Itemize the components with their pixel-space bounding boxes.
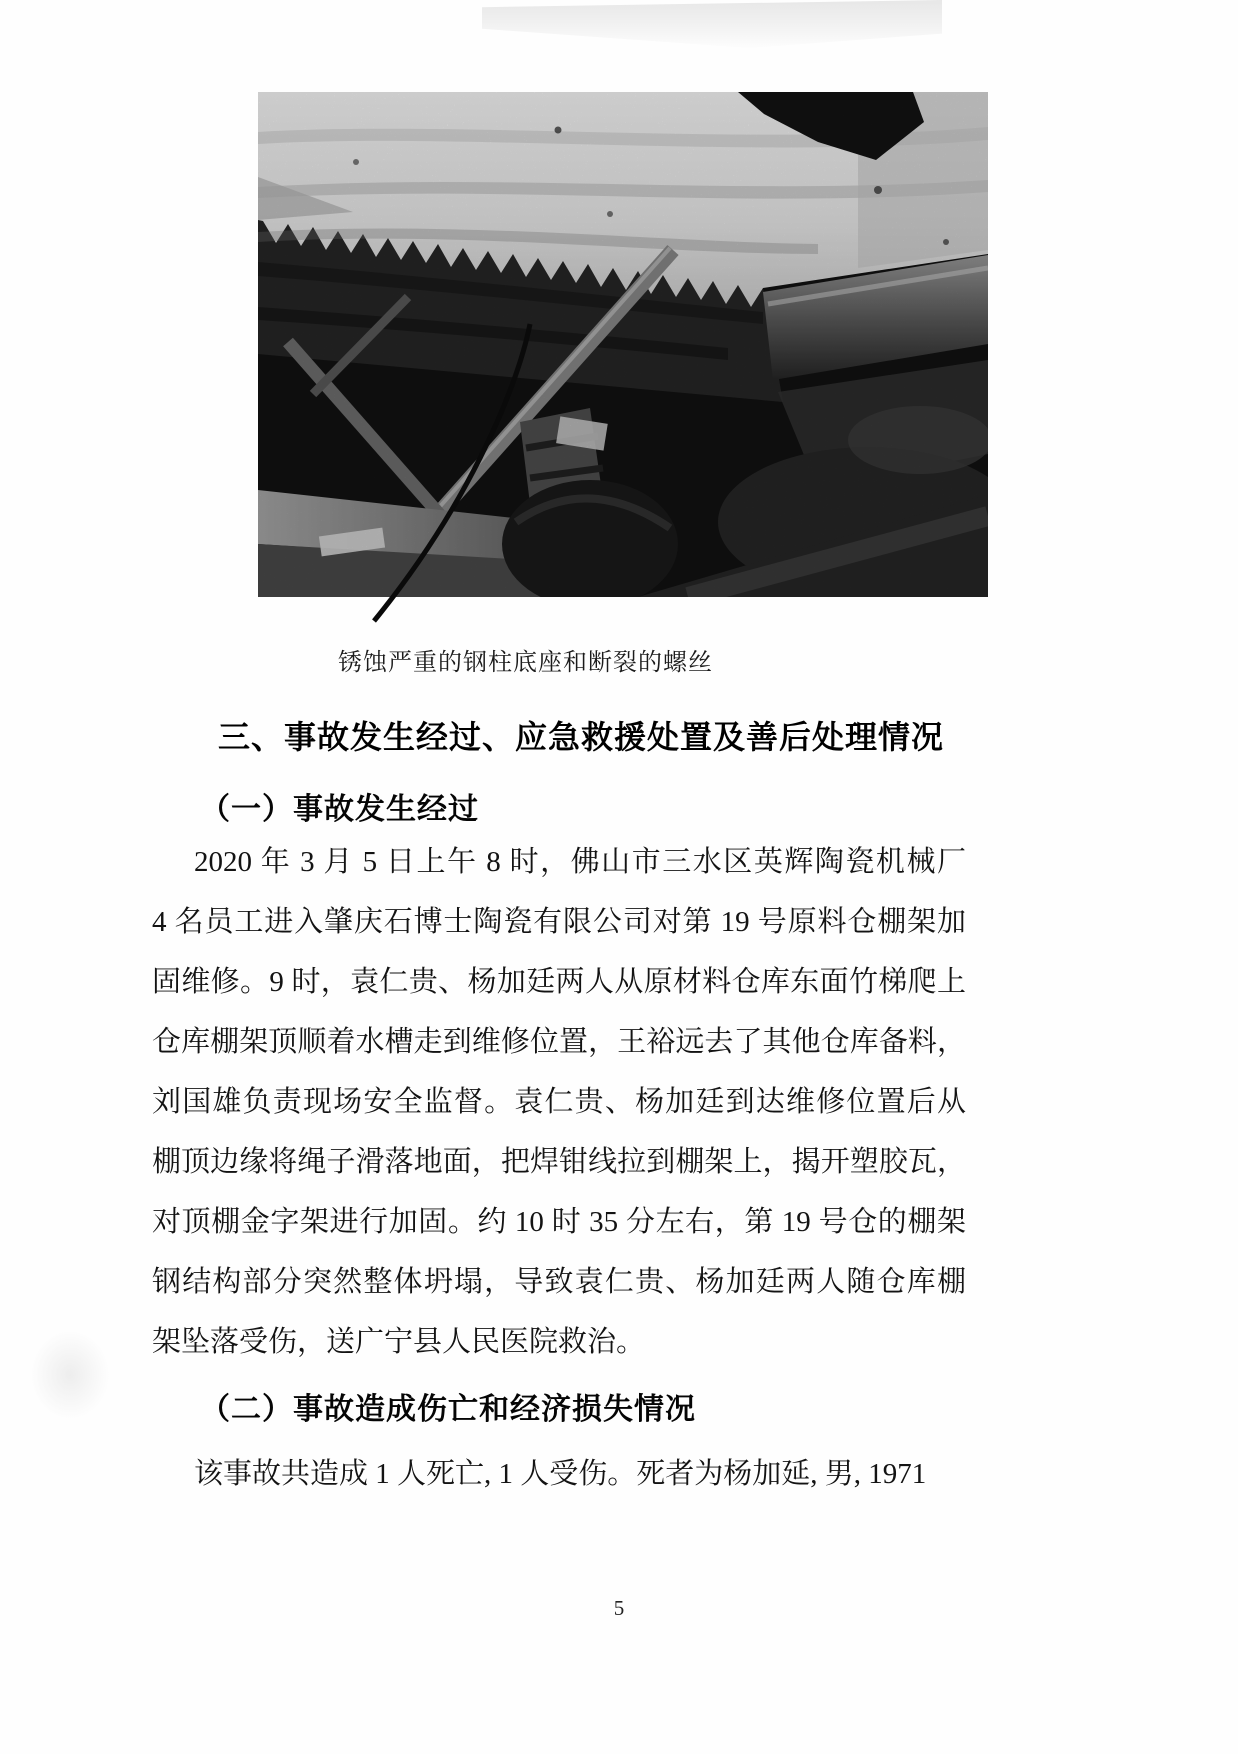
text-line: 棚顶边缘将绳子滑落地面，把焊钳线拉到棚架上，揭开塑胶瓦， <box>152 1146 966 1178</box>
scan-artifact-top <box>482 0 942 48</box>
paragraph-accident-course <box>152 832 966 1372</box>
text-line: 2020 年 3 月 5 日上午 8 时，佛山市三水区英辉陶瓷机械厂 <box>194 846 966 878</box>
text-line: 钢结构部分突然整体坍塌，导致袁仁贵、杨加廷两人随仓库棚 <box>152 1266 966 1298</box>
section-heading: 三、事故发生经过、应急救援处置及善后处理情况 <box>218 718 945 756</box>
text-line: 架坠落受伤，送广宁县人民医院救治。 <box>152 1326 646 1358</box>
photo-rusted-column-base <box>258 92 988 627</box>
scan-artifact-left <box>30 1330 110 1420</box>
subsection-2-title: （二）事故造成伤亡和经济损失情况 <box>200 1393 696 1426</box>
text-line: 该事故共造成 1 人死亡, 1 人受伤。死者为杨加延, 男, 1971 <box>194 1458 927 1490</box>
photo-caption: 锈蚀严重的钢柱底座和断裂的螺丝 <box>338 650 713 676</box>
page-number: 5 <box>613 1596 625 1620</box>
subsection-1-title: （一）事故发生经过 <box>200 793 479 826</box>
text-line: 4 名员工进入肇庆石博士陶瓷有限公司对第 19 号原料仓棚架加 <box>152 906 966 938</box>
text-line: 对顶棚金字架进行加固。约 10 时 35 分左右，第 19 号仓的棚架 <box>152 1206 966 1238</box>
accident-photo <box>258 92 988 627</box>
text-line: 刘国雄负责现场安全监督。袁仁贵、杨加廷到达维修位置后从 <box>152 1086 966 1118</box>
text-line: 仓库棚架顶顺着水槽走到维修位置，王裕远去了其他仓库备料， <box>152 1026 966 1058</box>
paragraph-casualties <box>152 1444 966 1504</box>
text-line: 固维修。9 时，袁仁贵、杨加廷两人从原材料仓库东面竹梯爬上 <box>152 966 966 998</box>
